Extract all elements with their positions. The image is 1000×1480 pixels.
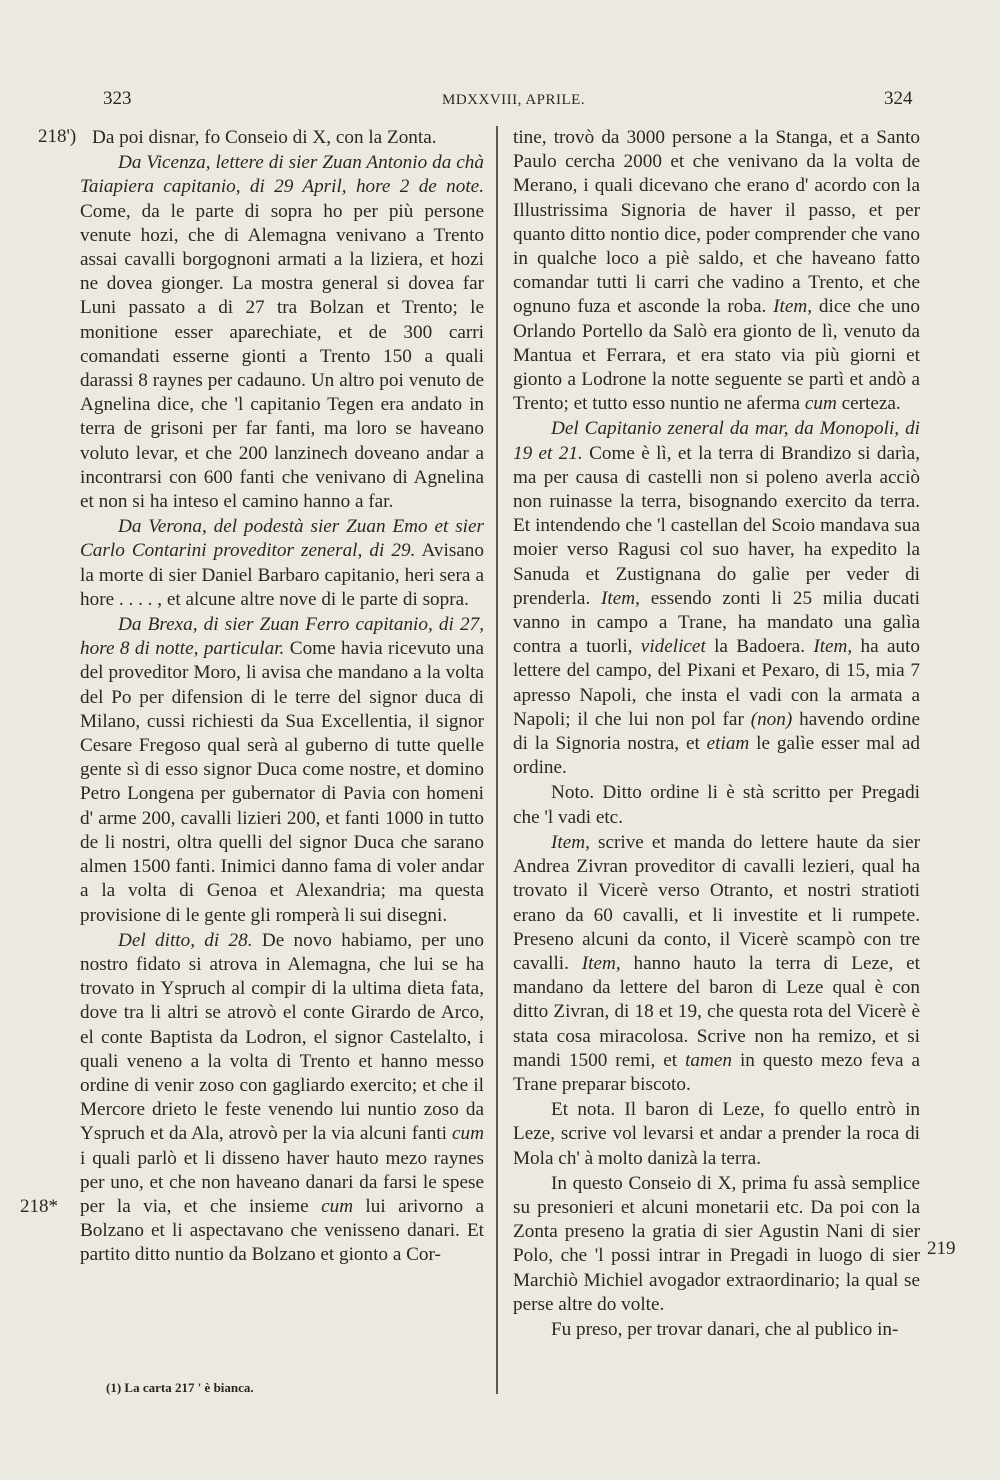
running-header: MDXXVIII, APRILE. — [442, 92, 586, 108]
paragraph: Del ditto, di 28. De novo habiamo, per uno nostro fidato si atrova in Alemagna, che lui se ha trovato in Yspruch al compir di la ultima dieta fata, dove tra li altri se atrovò el conte Girardo de Arco, el conte Baptista da Lodron, el signor Castelalto, i quali veneno a la volta di Trento et hanno messo ordine di venir zoso con gagliardo exercito; et che il Mercore drieto le feste venendo lui nuntio zoso da Yspruch et da Ala, atrovò per la via alcuni fanti cum i quali parlò et li disseno haver hauto mezo raynes per uno, et che non haveano danari da farsi le spese per la via, et che insieme cum lui arivorno a Bolzano et li aspectavano che venisseno danari. Et partito ditto nuntio da Bolzano et gionto a Cor- — [80, 929, 484, 1266]
paragraph: Del Capitanio zeneral da mar, da Monopoli, di 19 et 21. Come è lì, et la terra di Brandizo si darìa, ma per causa di castelli non si poleno averla acciò non ruinasse la terra, bisognando exercito da terra. Et intendendo che 'l castellan del Scoio mandava sua moier verso Ragusi col suo haver, ha expedito la Sanuda et Zustignana do galìe per veder di prenderla. Item, essendo zonti li 25 milia ducati vanno in campo a Trane, ha mandato una galìa contra a tuorli, videlicet la Badoera. Item, ha auto lettere del campo, del Pixani et Pexaro, di 15, mia 7 apresso Napoli, che insta el vadi con la armata a Napoli; il che lui non pol far (non) havendo ordine di la Signoria nostra, et etiam le galìe esser mal ad ordine. — [513, 418, 920, 779]
page-number-left: 323 — [103, 88, 132, 109]
margin-note-folio: 219 — [927, 1238, 956, 1259]
margin-note-folio: 218') — [38, 126, 77, 147]
column-divider — [496, 126, 498, 1394]
paragraph: Da Brexa, di sier Zuan Ferro capitanio, di 27, hore 8 di notte, particular. Come havia ricevuto una del proveditor Moro, li avisa che mandano a la volta del Po per difension di le terre del signor duca di Milano, cussi richiesti da Sua Excellentia, il signor Cesare Fregoso qual serà al guberno di tutte quelle gente sì di esso signor Duca come nostre, et domino Petro Longena per gubernator di Pavia con homeni d' arme 200, cavalli lizieri 200, et fanti 1000 in tutto de li nostri, oltra quelli del signor Duca che sarano almen 1500 fanti. Inimici danno fama di voler andar a la volta di Genoa et Alexandria; ma questa provisione di le gente gli romperà li sui disegni. — [80, 614, 484, 926]
italic-heading: Da Brexa, di sier Zuan Ferro capitanio, di 27, hore 8 di notte, particular. — [80, 614, 484, 660]
left-column — [80, 126, 484, 1268]
paragraph: In questo Conseio di X, prima fu assà semplice su presonieri et alcuni monetarii etc. Da poi con la Zonta preseno la gratia di sier Agustin Nani di sier Polo, che 'l possi intrar in Pregadi in luogo di sier Marchiò Michiel avogador extraordinario; la qual se perse altre do volte. — [513, 1172, 920, 1315]
italic-heading: Del ditto, di 28. — [118, 929, 253, 951]
page-number-right: 324 — [884, 88, 913, 109]
italic-heading: Da Verona, del podestà sier Zuan Emo et sier Carlo Contarini proveditor zeneral, di 29. — [80, 516, 484, 562]
italic-heading: Da Vicenza, lettere di sier Zuan Antonio da chà Taiapiera capitanio, di 29 April, hore 2 de note. — [80, 152, 484, 198]
italic-heading: Del Capitanio zeneral da mar, da Monopoli, di 19 et 21. — [513, 418, 920, 464]
paragraph: Et nota. Il baron di Leze, fo quello entrò in Leze, scrive vol levarsi et andar a prender la roca di Mola ch' à molto danizà la terra. — [513, 1099, 920, 1169]
paragraph: Noto. Ditto ordine li è stà scritto per Pregadi che 'l vadi etc. — [513, 782, 920, 828]
paragraph: Item, scrive et manda do lettere haute da sier Andrea Zivran proveditor di cavalli lezieri, qual ha trovato il Vicerè verso Otranto, et nostri stratioti erano da 60 cavalli, et li investite et li rumpete. Preseno alcuni da conto, il Vicerè scampò con tre cavalli. Item, hanno hauto la terra di Leze, et mandano da lettere del baron di Leze qual è con ditto Zivran, di 18 et 19, che questa rota del Vicerè è stata cosa miracolosa. Scrive non ha remizo, et si mandi 1500 remi, et tamen in questo mezo feva a Trane preparar biscoto. — [513, 831, 921, 1095]
paragraph: Fu preso, per trovar danari, che al publico in- — [551, 1318, 899, 1340]
right-column — [513, 126, 920, 1342]
paragraph: Da poi disnar, fo Conseio di X, con la Zonta. — [92, 127, 437, 148]
paragraph: Da Verona, del podestà sier Zuan Emo et sier Carlo Contarini proveditor zeneral, di 29. Avisano la morte di sier Daniel Barbaro capitanio, heri sera a hore . . . . , et alcune altre nove di le parte di sopra. — [80, 516, 484, 610]
margin-note-folio: 218* — [20, 1196, 58, 1217]
paragraph: tine, trovò da 3000 persone a la Stanga, et a Santo Paulo cercha 2000 et che venivano da la volta de Merano, i quali dicevano che erano d' acordo con la Illustrissima Signoria de haver il passo, et per quanto ditto nontio dice, poder comprender che vano in qualche loco a piè saldo, et che haveano fatto comandar tutti li carri che vadino a Trento, et che ognuno fuza et asconde la roba. Item, dice che uno Orlando Portello da Salò era gionto de lì, venuto da Mantua et Ferrara, et era stato via più giorni et gionto a Lodrone la notte seguente se partì et andò a Trento; et tutto esso nuntio ne aferma cum certeza. — [513, 127, 920, 415]
footnote: (1) La carta 217 ' è bianca. — [106, 1380, 254, 1395]
paragraph: Da Vicenza, lettere di sier Zuan Antonio da chà Taiapiera capitanio, di 29 April, hore 2 de note. Come, da le parte di sopra ho per più persone venute hozi, che di Alemagna venivano a Trento assai cavalli borgognoni armati a la liziera, et hozi ne dovea gionger. La mostra general si dovea far Luni passato a di 27 tra Bolzan et Trento; le monitione esser aparechiate, et de 300 carri comandati esserne gionti a Trento 150 a quali darassi 8 raynes per cadauno. Un altro poi venuto de Agnelina dice, che 'l capitanio Tegen era andato in terra de grisoni per far fanti, ma loro se haveano voluto levar, et che 200 lanzinech doveano andar a incontrarsi con 600 fanti che venivano di Agnelina et non si ha inteso el camino hanno a far. — [80, 152, 484, 513]
